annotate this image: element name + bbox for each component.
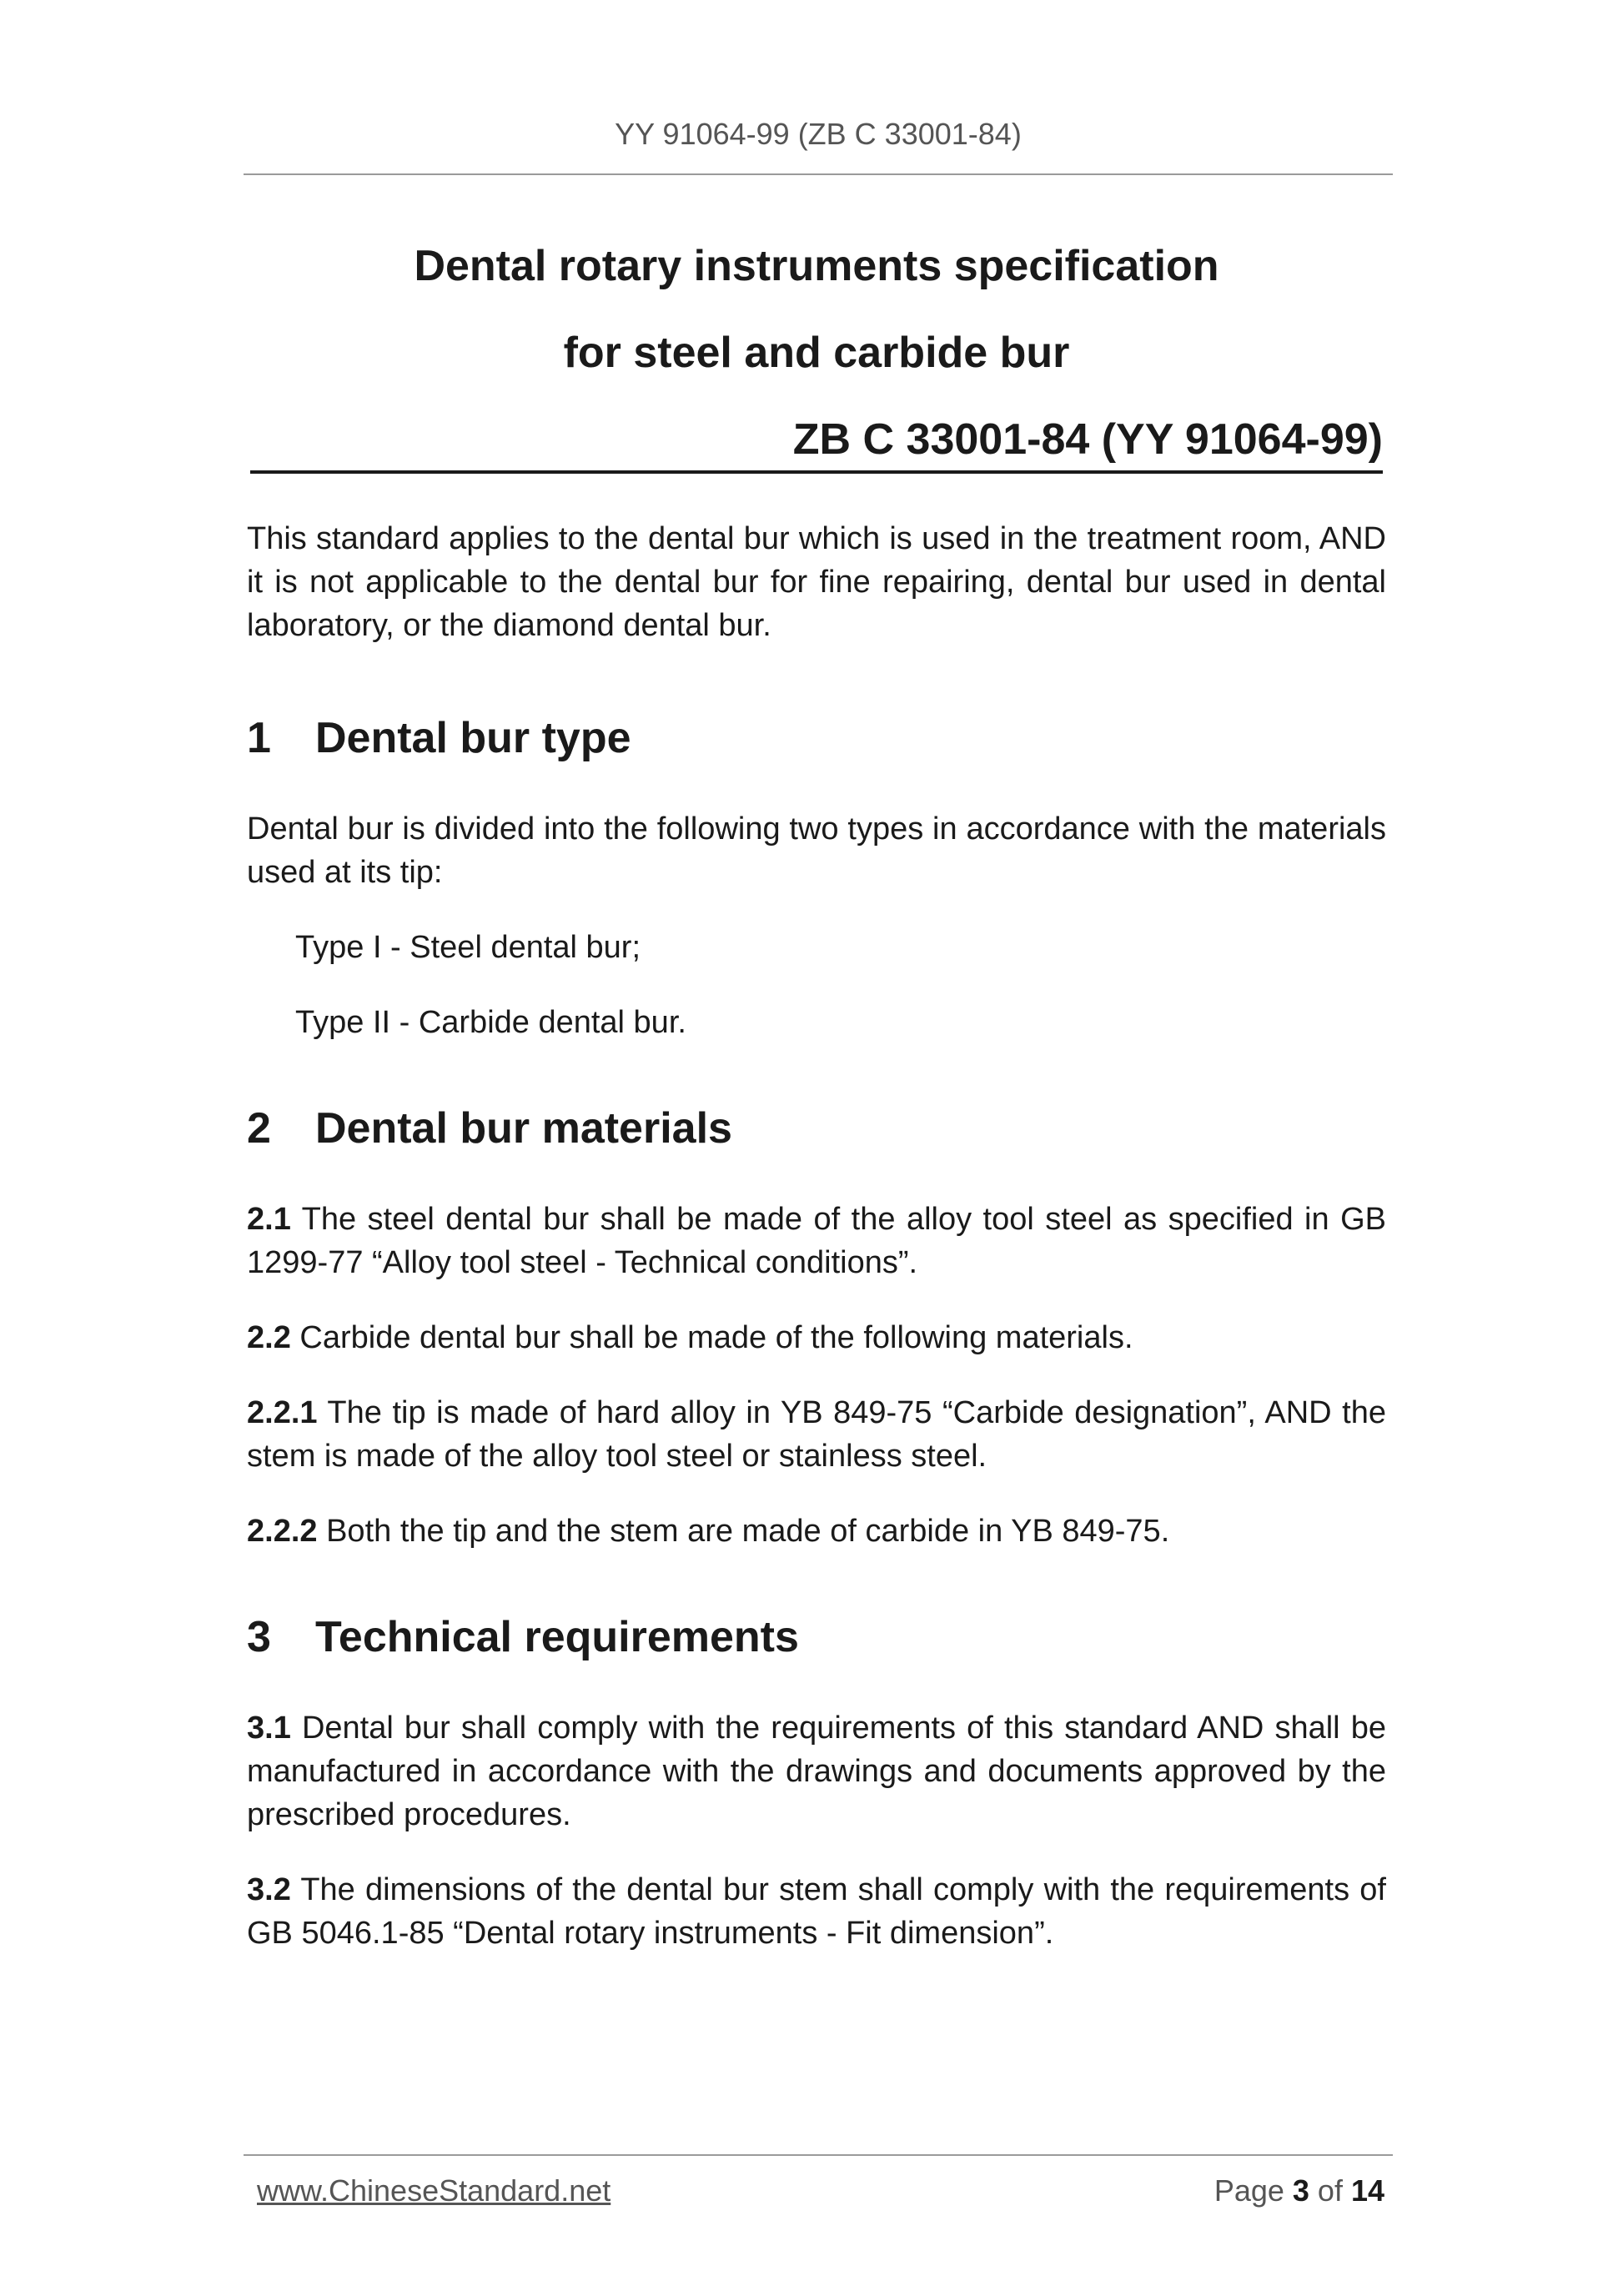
page-total: 14 [1350,2173,1384,2208]
clause-3-2 [247,1868,1386,1955]
type-2-item: Type II - Carbide dental bur. [295,1005,686,1040]
clause-number: 2.2.1 [247,1395,318,1430]
footer-divider [244,2154,1393,2156]
section-title: Dental bur type [315,714,631,762]
clause-text: Dental bur shall comply with the requirements of this standard AND shall be manufactured in accordance with the drawings and documents approved by the prescribed procedures. [247,1711,1386,1832]
clause-2-1 [247,1198,1386,1284]
clause-2-2-2 [247,1510,1386,1553]
type-1-item: Type I - Steel dental bur; [295,930,641,965]
clause-number: 3.2 [247,1872,291,1907]
clause-number: 2.2.2 [247,1514,318,1549]
section-number: 1 [247,714,271,762]
section-3-heading [247,1611,1386,1663]
doc-title-line-2: for steel and carbide bur [563,329,1070,377]
scope-paragraph: This standard applies to the dental bur which is used in the treatment room, AND it is not applicable to the dental bur for fine repairing, dental bur used in dental laboratory, or the diamond dental bur. [247,521,1386,643]
page-content [247,240,1386,1955]
section-1-text: Dental bur is divided into the following two types in accordance with the materials used at its tip: [247,811,1386,890]
clause-2-2-1 [247,1391,1386,1478]
page-prefix: Page [1213,2173,1293,2208]
section-number: 2 [247,1104,271,1153]
clause-text: The steel dental bur shall be made of the alloy tool steel as specified in GB 1299-77 “Alloy tool steel - Technical conditions”. [247,1202,1386,1280]
section-title: Dental bur materials [315,1104,732,1153]
running-header: YY 91064-99 (ZB C 33001-84) [615,117,1022,151]
header-divider [244,173,1393,175]
page-of: of [1309,2173,1351,2208]
section-2-heading [247,1103,1386,1154]
clause-3-1 [247,1706,1386,1836]
website-link[interactable]: www.ChineseStandard.net [257,2173,611,2208]
clause-text: Both the tip and the stem are made of carbide in YB 849-75. [317,1514,1170,1549]
clause-number: 3.1 [247,1711,291,1746]
clause-2-2 [247,1316,1386,1359]
doc-standard-code: ZB C 33001-84 (YY 91064-99) [250,414,1383,474]
page-indicator [1214,2173,1384,2208]
clause-text: The tip is made of hard alloy in YB 849-75 “Carbide designation”, AND the stem is made of the alloy tool steel or stainless steel. [247,1395,1386,1474]
doc-title-line-1: Dental rotary instruments specification [414,242,1219,290]
clause-number: 2.1 [247,1202,291,1237]
section-number: 3 [247,1613,271,1661]
section-1-heading [247,712,1386,764]
clause-number: 2.2 [247,1320,291,1355]
clause-text: Carbide dental bur shall be made of the following materials. [290,1320,1133,1355]
page-current: 3 [1292,2173,1309,2208]
section-title: Technical requirements [315,1613,799,1661]
clause-text: The dimensions of the dental bur stem shall comply with the requirements of GB 5046.1-85 “Dental rotary instruments - Fit dimension”. [247,1872,1386,1951]
